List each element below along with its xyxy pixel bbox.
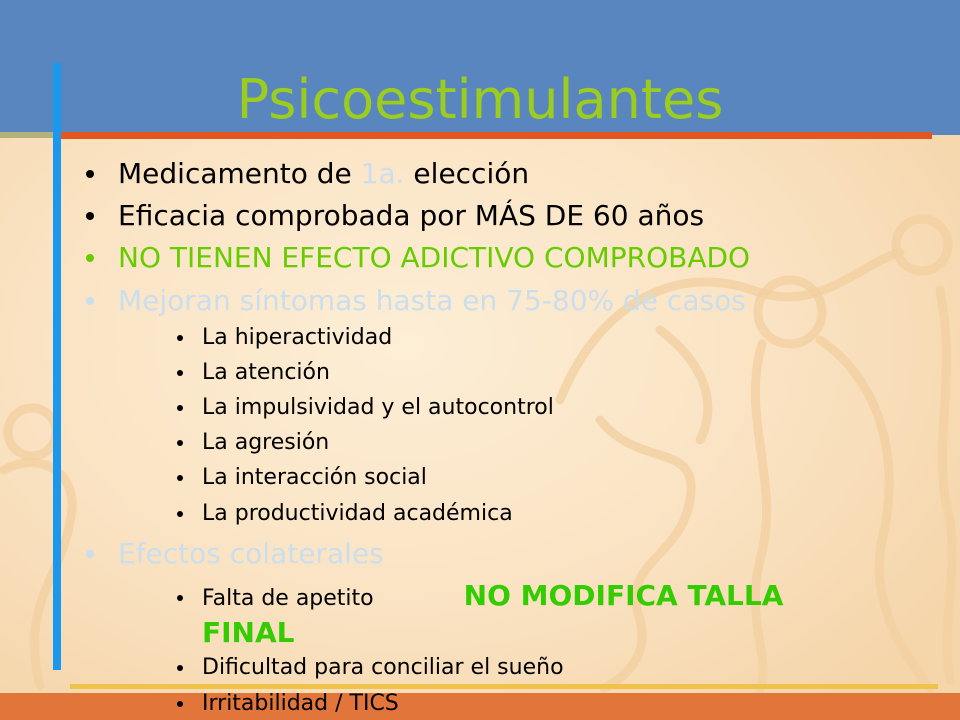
- sub-bullet: [202, 325, 392, 351]
- bullet-text: elección: [404, 157, 530, 190]
- title-rule: [58, 132, 932, 139]
- sub-bullet-dot: [177, 701, 183, 707]
- sub-bullet-with-note: [202, 579, 822, 653]
- left-accent-bar: [53, 63, 61, 670]
- bullet-dot: [86, 297, 94, 305]
- sub-bullet-text: La productividad académica: [202, 501, 513, 526]
- bullet-dot: [86, 212, 94, 220]
- bullet-text: NO TIENEN EFECTO ADICTIVO COMPROBADO: [118, 241, 751, 274]
- bullet-efectos-colaterales: [118, 537, 384, 571]
- sub-bullet-dot: [177, 475, 183, 481]
- sub-bullet: [202, 430, 329, 456]
- bullet-medicamento: [118, 157, 529, 191]
- sub-bullet-text: Falta de apetito: [202, 586, 374, 611]
- figure-body-stroke: [820, 340, 930, 688]
- sub-bullet: [202, 501, 513, 527]
- figure-head-stroke: [8, 408, 56, 456]
- sub-bullet-text: Irritabilidad / TICS: [202, 691, 399, 716]
- title-rule-left: [0, 132, 54, 138]
- figure-body-stroke: [4, 463, 72, 686]
- figure-body-stroke: [660, 330, 708, 440]
- bullet-text: Efectos colaterales: [118, 537, 384, 570]
- bullet-text: Medicamento de: [118, 157, 361, 190]
- sub-bullet: [202, 691, 399, 717]
- bullet-text: Mejoran síntomas hasta en 75-80% de casos: [118, 284, 746, 317]
- bullet-dot: [86, 170, 94, 178]
- sub-bullet-dot: [177, 595, 183, 601]
- sub-bullet-text: La hiperactividad: [202, 325, 393, 350]
- sub-bullet-dot: [177, 440, 183, 446]
- bullet-dot: [86, 254, 94, 262]
- bullet-mejoran-sintomas: [118, 284, 746, 318]
- slide-title: Psicoestimulantes: [236, 68, 724, 131]
- sub-bullet: [202, 395, 554, 421]
- bullet-text-faint: 1a.: [360, 157, 405, 190]
- sub-bullet-text: La agresión: [202, 430, 330, 455]
- bullet-dot: [86, 550, 94, 558]
- sub-bullet-text: La atención: [202, 360, 330, 385]
- highlight-note: NO MODIFICA TALLA FINAL: [202, 579, 784, 649]
- sub-bullet-text: La impulsividad y el autocontrol: [202, 395, 554, 420]
- footer-rule: [70, 684, 938, 689]
- sub-bullet-dot: [177, 335, 183, 341]
- figure-body-stroke: [940, 290, 952, 680]
- sub-bullet-text: Dificultad para conciliar el sueño: [202, 655, 564, 680]
- sub-bullet: [202, 655, 564, 681]
- sub-bullet-dot: [177, 665, 183, 671]
- sub-bullet-dot: [177, 511, 183, 517]
- figure-head-stroke: [896, 219, 948, 271]
- footer-band: [0, 693, 960, 720]
- sub-bullet-text: La interacción social: [202, 465, 427, 490]
- sub-bullet: [202, 360, 330, 386]
- sub-bullet-dot: [177, 405, 183, 411]
- sub-bullet: [202, 465, 427, 491]
- sub-bullet-dot: [177, 370, 183, 376]
- bullet-eficacia: [118, 199, 704, 233]
- bullet-text: Eficacia comprobada por MÁS DE 60 años: [118, 199, 705, 232]
- bullet-no-adictivo: [118, 241, 750, 275]
